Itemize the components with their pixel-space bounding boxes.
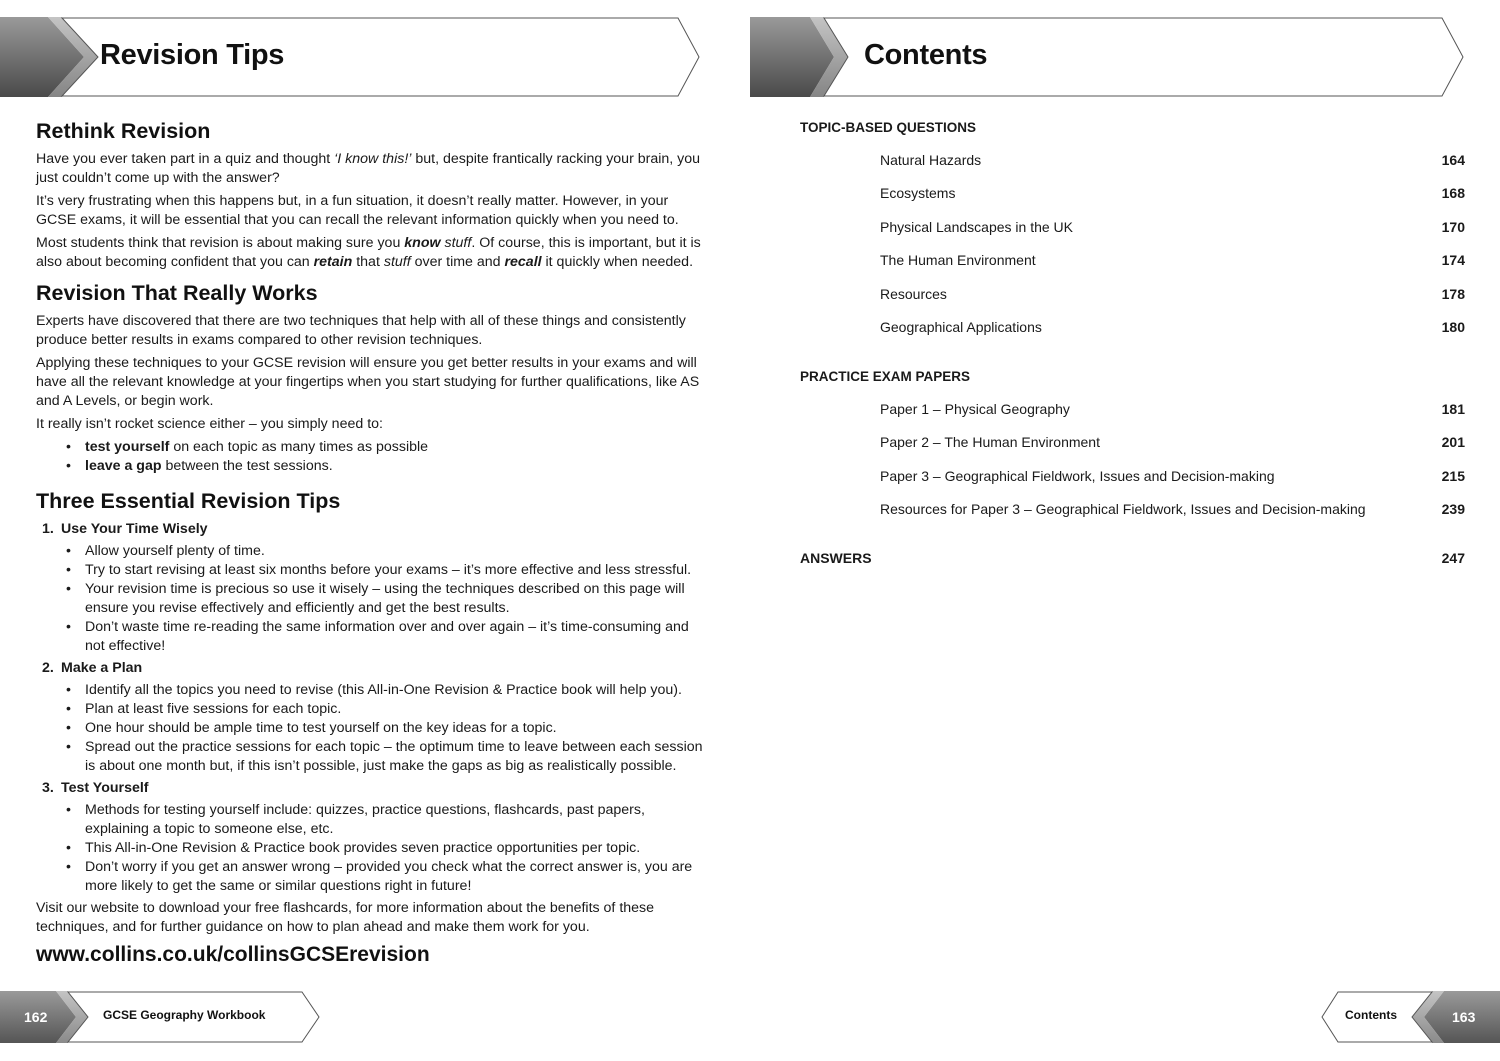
page-title-banner — [0, 17, 702, 97]
page-number: 163 — [1452, 1009, 1476, 1025]
tip-list-1 — [36, 542, 704, 656]
toc-entry[interactable]: Paper 1 – Physical Geography 181 — [880, 401, 1465, 417]
tip-heading-1: 1. Use Your Time Wisely — [42, 521, 208, 537]
list-item: • Methods for testing yourself include: quizzes, practice questions, flashcards, past papers, explaining a topic to someone else, etc. — [36, 801, 704, 839]
revision-tips-body — [36, 118, 704, 964]
section-heading-tips: Three Essential Revision Tips — [36, 489, 341, 513]
list-item: • Allow yourself plenty of time. — [36, 542, 704, 561]
list-item: • Identify all the topics you need to revise (this All-in-One Revision & Practice book will help you). — [36, 681, 704, 700]
list-item: • test yourself on each topic as many times as possible — [36, 438, 704, 457]
paragraph: Most students think that revision is about making sure you know stuff. Of course, this is important, but it is also about becoming confident that you can retain that stuff over time and recall it quickly when needed. — [36, 235, 701, 270]
page-title: Revision Tips — [100, 39, 285, 71]
table-of-contents — [800, 0, 1465, 600]
right-page — [750, 0, 1500, 1061]
toc-entry[interactable]: Resources for Paper 3 – Geographical Fieldwork, Issues and Decision-making 239 — [880, 501, 1465, 517]
paragraph: Have you ever taken part in a quiz and thought ‘I know this!’ but, despite frantically racking your brain, you just couldn’t come up with the answer? — [36, 151, 701, 186]
toc-entry[interactable]: The Human Environment 174 — [880, 252, 1465, 268]
list-item: • Spread out the practice sessions for each topic – the optimum time to leave between each session is about one month but, if this isn’t possible, just make the gaps as big as realistically possible. — [36, 738, 704, 776]
toc-entry[interactable]: Paper 3 – Geographical Fieldwork, Issues and Decision-making 215 — [880, 468, 1465, 484]
website-link[interactable]: www.collins.co.uk/collinsGCSErevision — [36, 943, 430, 966]
tip-list-2 — [36, 681, 704, 776]
list-item: • This All-in-One Revision & Practice book provides seven practice opportunities per topic. — [36, 839, 704, 858]
list-item: • Your revision time is precious so use it wisely – using the techniques described on this page will ensure you revise effectively and efficiently and get the best results. — [36, 580, 704, 618]
toc-entry[interactable]: Resources 178 — [880, 286, 1465, 302]
tip-heading-2: 2. Make a Plan — [42, 660, 143, 676]
section-heading-rethink: Rethink Revision — [36, 119, 211, 143]
page-number: 162 — [24, 1009, 48, 1025]
toc-entry[interactable]: Geographical Applications 180 — [880, 319, 1465, 335]
list-item: • Don’t waste time re-reading the same information over and over again – it’s time-consuming and not effective! — [36, 618, 704, 656]
toc-entry-answers[interactable]: ANSWERS 247 — [800, 550, 1465, 566]
tip-heading-3: 3. Test Yourself — [42, 780, 149, 796]
technique-list — [36, 438, 704, 476]
list-item: • leave a gap between the test sessions. — [36, 457, 704, 476]
toc-section-heading: PRACTICE EXAM PAPERS — [800, 369, 971, 384]
paragraph: Experts have discovered that there are two techniques that help with all of these things and consistently produce better results in exams compared to other revision techniques. — [36, 313, 686, 348]
paragraph: It really isn’t rocket science either – you simply need to: — [36, 416, 383, 432]
page-footer — [0, 991, 322, 1043]
list-item: • Try to start revising at least six months before your exams – it’s more effective and less stressful. — [36, 561, 704, 580]
section-heading-works: Revision That Really Works — [36, 281, 318, 305]
toc-entry[interactable]: Paper 2 – The Human Environment 201 — [880, 434, 1465, 450]
page-footer — [1320, 991, 1500, 1043]
paragraph: Applying these techniques to your GCSE revision will ensure you get better results in your exams and will have all the relevant knowledge at your fingertips when you start studying for further qualifications, like AS and A Levels, or begin work. — [36, 355, 700, 409]
page-title: Contents — [864, 39, 988, 71]
toc-entry[interactable]: Natural Hazards 164 — [880, 152, 1465, 168]
closing-paragraph: Visit our website to download your free flashcards, for more information about the benefits of these techniques, and for further guidance on how to plan ahead and make them work for you. — [36, 900, 655, 935]
paragraph: It’s very frustrating when this happens but, in a fun situation, it doesn’t really matter. However, in your GCSE exams, it will be essential that you can recall the relevant information quickly when you need to. — [36, 193, 679, 228]
tip-list-3 — [36, 801, 704, 896]
list-item: • One hour should be ample time to test yourself on the key ideas for a topic. — [36, 719, 704, 738]
toc-entry[interactable]: Ecosystems 168 — [880, 185, 1465, 201]
toc-entry[interactable]: Physical Landscapes in the UK 170 — [880, 219, 1465, 235]
toc-section-heading: TOPIC-BASED QUESTIONS — [800, 120, 977, 135]
list-item: • Don’t worry if you get an answer wrong – provided you check what the correct answer is, you are more likely to get the same or similar questions right in future! — [36, 858, 704, 896]
book-title: GCSE Geography Workbook — [103, 1008, 266, 1022]
list-item: • Plan at least five sessions for each topic. — [36, 700, 704, 719]
section-label: Contents — [1345, 1008, 1397, 1022]
